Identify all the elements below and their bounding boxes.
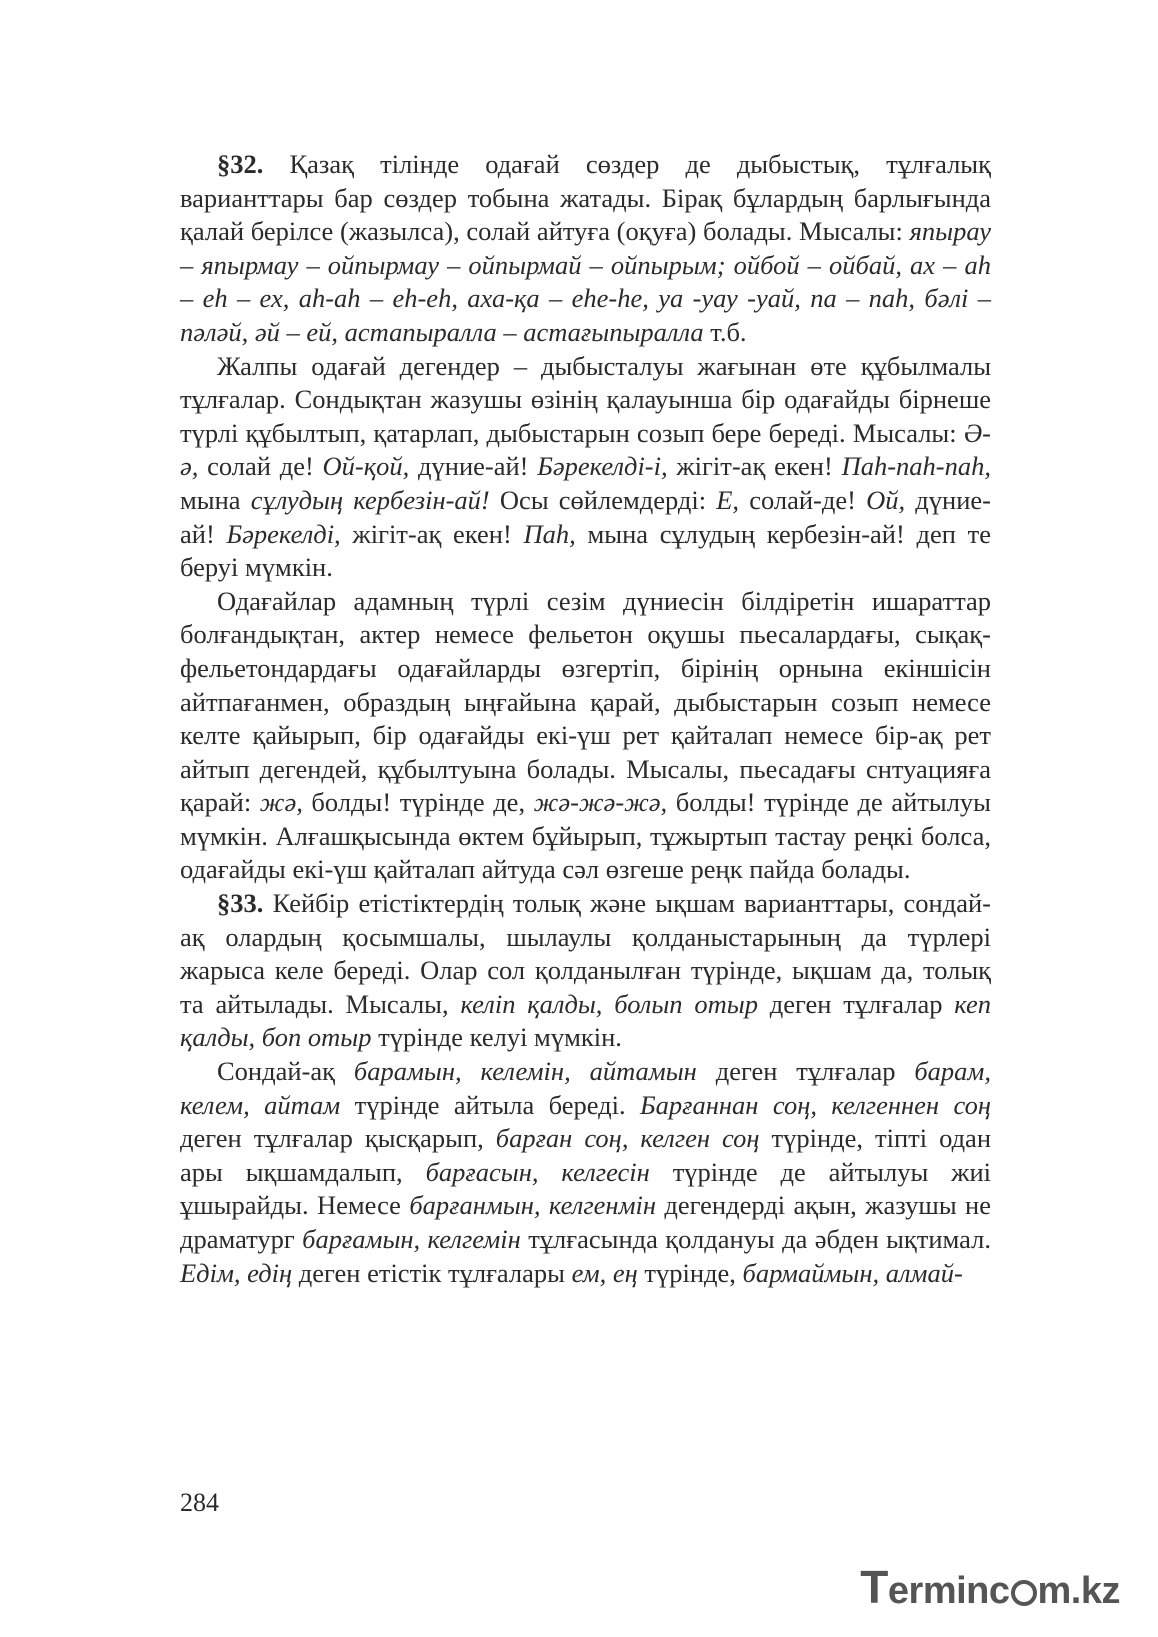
text-run: Жалпы одағай дегендер – дыбысталуы жағынан өте құбылмалы тұлғалар. Сондықтан жазушы өзінің қалауынша бір одағайды бірнеше түрлі құбылтып, қатарлап, дыбыстарын созып бере береді. Мысалы: [180,350,991,448]
page-number: 284 [180,1488,219,1517]
text-run: мына [180,484,251,515]
text-run: болды! түрінде де, [302,787,534,818]
ring-o-icon [1011,1580,1037,1606]
text-run: түрінде айтыла береді. [340,1089,641,1120]
italic-example: келіп қалды, болып отыр [460,988,758,1019]
text-run: солай де! [198,451,323,482]
text-run: дүние-ай! [180,484,991,549]
italic-example: жә, [259,787,303,818]
paragraph [180,585,991,887]
text-run: т.б. [703,316,747,347]
text-run: Осы сөйлемдерді: [489,484,717,515]
logo-letter-t: T [860,1561,888,1613]
italic-example: Бәрекелді-і, [537,451,668,482]
text-run: жігіт-ақ екен! [667,451,842,482]
text-run: дүние-ай! [409,451,538,482]
logo-text-part-2: m.kz [1037,1570,1120,1612]
paragraph [180,887,991,1055]
text-run: деген тұлғалар [696,1056,915,1087]
text-run: дегендерді ақын, жазушы не драматург [180,1190,991,1254]
italic-example: бармаймын, алмай- [742,1257,963,1288]
italic-example: Ой, [866,484,906,515]
text-run: солай-де! [739,484,867,515]
text-run: Кейбір етістіктердің толық және ықшам варианттары, сондай-ақ олардың қосымшалы, шылаулы қолданыстарының да түрлері жарыса келе береді. Олар сол қолданылған түрінде, ықшам да, толық та айтылады. Мысалы, [180,888,991,1019]
italic-example: Ә-ә, [180,417,991,482]
italic-example: Едім, едің [180,1257,293,1288]
page-body [180,148,991,1290]
text-run: Сондай-ақ [217,1056,354,1087]
logo-text-part-1: erminc [887,1570,1010,1612]
text-run: деген етістік тұлғалары [292,1257,572,1288]
text-run: мына сұлудың кербезін-ай! деп те беруі мүмкін. [180,518,991,583]
italic-example: барғанмын, келгенмін [409,1190,656,1221]
italic-example: япырау – япырмау – ойпырмау – ойпырмай – ойпырым; ойбой – ойбай, ах – аһ – еһ – ех, аһ-аһ – еһ-еһ, аха-қа – еһе-һе, уа -уау -уай, па – паһ, бәлі – пәләй, әй – ей, астапыралла – астағыпыралла [180,216,991,347]
text-run: түрінде де айтылуы жиі ұшырайды. Немесе [180,1156,992,1221]
italic-example: барам, келем, айтам [180,1056,991,1120]
italic-example: барғамын, келгемін [302,1224,521,1254]
italic-example: ем, ең [571,1257,638,1288]
italic-example: барамын, келемін, айтамын [353,1056,697,1087]
italic-example: сұлудың кербезін-ай! [250,484,490,515]
italic-example: кеп қалды, боп отыр [180,988,992,1053]
text-run: түрінде, [637,1257,743,1288]
italic-example: Барғаннан соң, келгеннен соң [640,1089,991,1120]
text-run: болды! түрінде де айтылуы мүмкін. Алғашқысында өктем бұйырып, тұжыртып тастау реңкі болса, одағайды екі-үш қайталап айтуда сәл өзгеше реңк пайда болады. [180,787,991,885]
text-run: Одағайлар адамның түрлі сезім дүниесін білдіретін ишараттар болғандықтан, актер немесе фельетон оқушы пьесалардағы, сықақ- фельетондардағы одағайларды өзгертіп, бірінің орнына екіншісін айтпағанмен, образдың ыңғайына қарай, дыбыстарын созып немесе келте қайырып, бір одағайды екі-үш рет қайталап немесе бір-ақ рет айтып дегендей, құбылтуына болады. Мысалы, пьесадағы снтуацияға қарай: [180,585,991,818]
text-run: Қазақ тілінде одағай сөздер де дыбыстық, тұлғалық варианттары бар сөздер тобына жатады. Бірақ бұлардың барлығында қалай берілсе (жазылса), солай айтуға (оқуға) болады. Мысалы: [180,149,991,247]
section-number: §33. [217,888,264,919]
text-run: деген тұлғалар [757,988,955,1019]
italic-example: Паһ, [523,518,576,549]
text-run: түрінде келуі мүмкін. [371,1022,622,1053]
italic-example: Паһ-паһ-паһ, [841,451,991,482]
italic-example: Е, [716,484,740,515]
italic-example: Ой-қой, [322,451,410,482]
italic-example: жә-жә-жә, [533,787,668,818]
text-run: түрінде, тіпті одан ары ықшамдалып, [180,1123,991,1187]
italic-example: барған соң, келген соң [495,1123,760,1154]
italic-example: Бәрекелді, [226,518,341,549]
text-run: тұлғасында қолдануы да әбден ықтимал. [520,1224,991,1254]
italic-example: барғасын, келгесін [425,1156,650,1187]
text-run: деген тұлғалар қысқарып, [180,1123,496,1154]
paragraph [180,350,991,585]
termincom-logo[interactable] [860,1563,1120,1615]
section-number: §32. [217,149,264,179]
paragraph [180,148,991,350]
text-run: жігіт-ақ екен! [340,518,524,549]
paragraph [180,1055,991,1290]
